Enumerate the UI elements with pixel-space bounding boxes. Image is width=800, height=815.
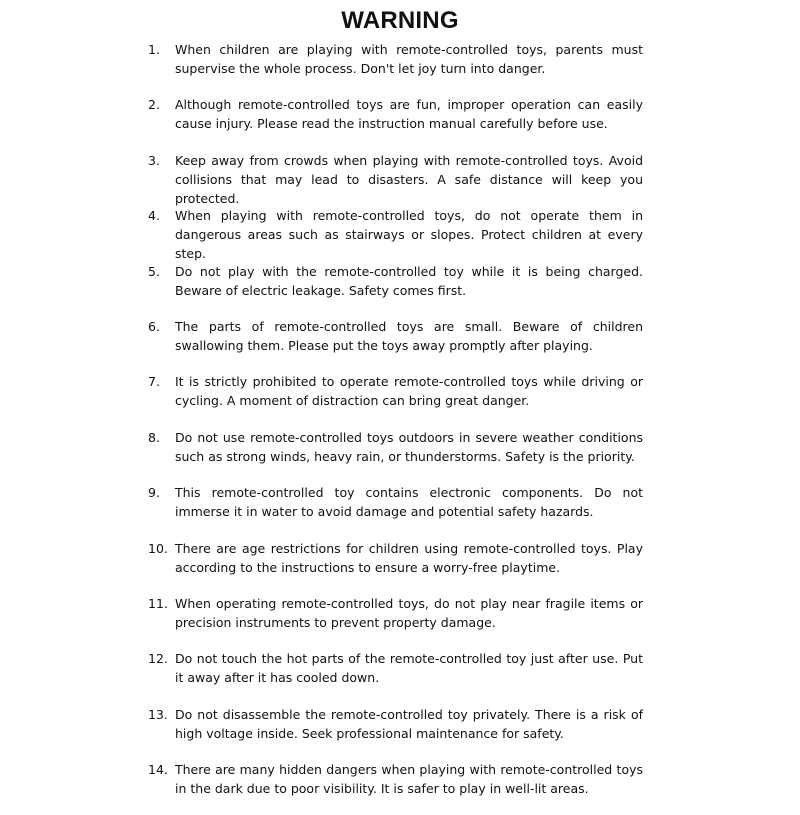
warning-number: 9. [148,485,160,501]
warning-number: 6. [148,318,160,334]
warning-text: Keep away from crowds when playing with remote-controlled toys. Avoid collisions that may lead to disasters. A safe distance will keep you protected. [175,152,643,206]
warning-item [148,594,643,649]
warning-item [148,539,643,594]
warning-number: 3. [148,152,160,168]
warning-text: Do not disassemble the remote-controlled toy privately. There is a risk of high voltage inside. Seek professional maintenance for safety. [175,706,643,741]
warning-text: There are age restrictions for children using remote-controlled toys. Play according to the instructions to ensure a worry-free playtime. [175,540,643,575]
warning-number: 13. [148,706,168,722]
warning-item [148,649,643,704]
warning-item [148,483,643,538]
warning-text: It is strictly prohibited to operate remote-controlled toys while driving or cycling. A moment of distraction can bring great danger. [175,374,643,409]
warning-item [148,206,643,261]
warning-text: This remote-controlled toy contains electronic components. Do not immerse it in water to avoid damage and potential safety hazards. [175,485,643,520]
warning-text: When playing with remote-controlled toys, do not operate them in dangerous areas such as stairways or slopes. Protect children at every step. [175,208,643,262]
warning-number: 4. [148,208,160,224]
warning-number: 12. [148,651,168,667]
warning-text: Do not play with the remote-controlled toy while it is being charged. Beware of electric leakage. Safety comes first. [175,263,643,298]
warning-number: 2. [148,97,160,113]
page-title: WARNING [341,7,459,34]
warning-item [148,262,643,317]
warning-number: 8. [148,429,160,445]
warning-number: 1. [148,42,160,57]
warning-item [148,760,643,815]
warning-item [148,317,643,372]
warning-item [148,428,643,483]
warning-item [148,40,643,95]
warning-text: When children are playing with remote-controlled toys, parents must supervise the whole process. Don't let joy turn into danger. [175,42,643,76]
warning-text: Do not touch the hot parts of the remote-controlled toy just after use. Put it away after it has cooled down. [175,651,643,686]
warning-text: The parts of remote-controlled toys are small. Beware of children swallowing them. Please put the toys away promptly after playing. [175,318,643,353]
warning-text: Although remote-controlled toys are fun, improper operation can easily cause injury. Please read the instruction manual carefully before use. [175,97,643,132]
warning-number: 10. [148,540,168,556]
warning-item [148,151,643,206]
warning-number: 14. [148,762,168,778]
warning-item [148,372,643,427]
warning-text: Do not use remote-controlled toys outdoors in severe weather conditions such as strong winds, heavy rain, or thunderstorms. Safety is the priority. [175,429,643,464]
warning-number: 5. [148,263,160,279]
warning-text: When operating remote-controlled toys, do not play near fragile items or precision instruments to prevent property damage. [175,595,643,630]
warning-list [148,40,643,815]
warning-item [148,705,643,760]
warning-number: 7. [148,374,160,390]
warning-number: 11. [148,595,168,611]
warning-item [148,95,643,150]
warning-text: There are many hidden dangers when playing with remote-controlled toys in the dark due to poor visibility. It is safer to play in well-lit areas. [175,762,643,797]
